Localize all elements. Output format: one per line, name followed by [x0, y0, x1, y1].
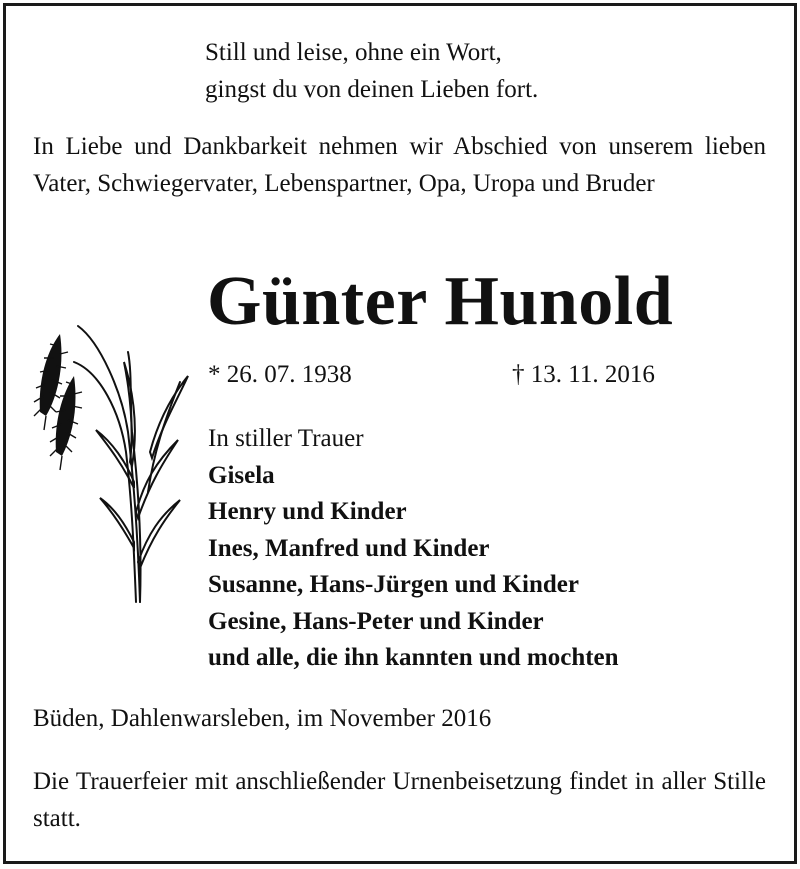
- mourner-name: Henry und Kinder: [208, 498, 407, 525]
- birth-date: * 26. 07. 1938: [208, 361, 352, 388]
- funeral-note: Die Trauerfeier mit anschließender Urnenbeisetzung findet in aller Stille statt.: [33, 768, 766, 832]
- verse: [205, 34, 538, 108]
- place-date: Büden, Dahlenwarsleben, im November 2016: [33, 705, 492, 732]
- verse-line-1: Still und leise, ohne ein Wort,: [205, 39, 502, 66]
- intro-text: In Liebe und Dankbarkeit nehmen wir Abschied von unserem lieben Vater, Schwiegervater, Lebenspartner, Opa, Uropa und Bruder: [33, 133, 766, 197]
- death-date: † 13. 11. 2016: [512, 361, 655, 388]
- mourner-name: Gesine, Hans-Peter und Kinder: [208, 607, 544, 635]
- mourner-name: Gisela: [208, 461, 275, 489]
- mourners-lead: In stiller Trauer: [208, 425, 364, 452]
- mourner-name: Susanne, Hans-Jürgen und Kinder: [208, 571, 579, 598]
- mourner-name: und alle, die ihn kannten und mochten: [208, 644, 619, 671]
- verse-line-2: gingst du von deinen Lieben fort.: [205, 76, 539, 103]
- wheat-icon: [30, 312, 195, 607]
- deceased-name: Günter Hunold: [207, 263, 674, 340]
- mourner-name: Ines, Manfred und Kinder: [208, 534, 490, 562]
- mourners-list: [208, 421, 619, 677]
